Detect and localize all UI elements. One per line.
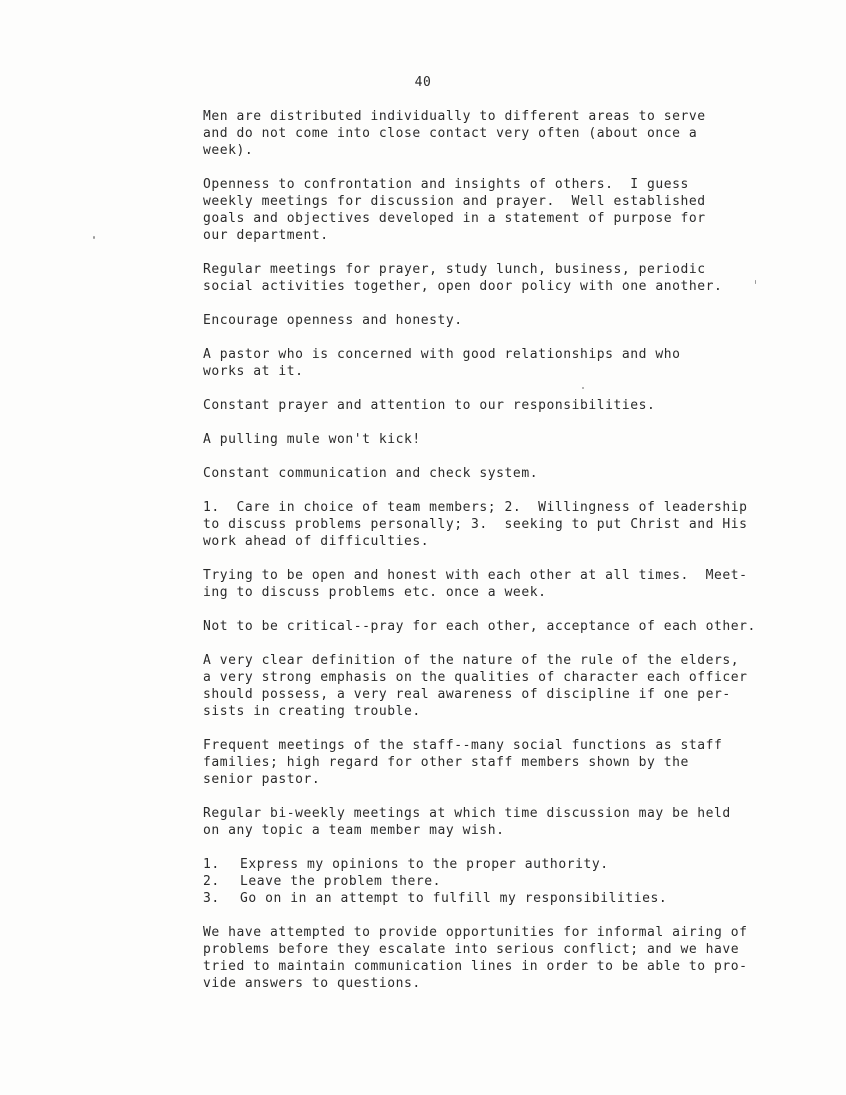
text-line: Trying to be open and honest with each other at all times. Meet- bbox=[203, 568, 748, 583]
text-line: and do not come into close contact very often (about once a bbox=[203, 126, 698, 141]
response-paragraph bbox=[203, 652, 803, 720]
text-line: vide answers to questions. bbox=[203, 976, 421, 991]
text-line: We have attempted to provide opportunities for informal airing of bbox=[203, 925, 748, 940]
response-paragraph bbox=[203, 618, 803, 635]
response-paragraph bbox=[203, 312, 803, 329]
list-item bbox=[203, 856, 803, 873]
text-line: works at it. bbox=[203, 364, 304, 379]
text-line: Regular bi-weekly meetings at which time discussion may be held bbox=[203, 806, 731, 821]
text-line: tried to maintain communication lines in order to be able to pro- bbox=[203, 959, 748, 974]
list-item-text: Leave the problem there. bbox=[240, 874, 442, 889]
response-paragraph bbox=[203, 465, 803, 482]
text-line: weekly meetings for discussion and prayer. Well established bbox=[203, 194, 706, 209]
text-line: our department. bbox=[203, 228, 329, 243]
response-paragraph bbox=[203, 431, 803, 448]
scan-speck bbox=[755, 280, 756, 284]
text-line: 1. Care in choice of team members; 2. Willingness of leadership bbox=[203, 500, 748, 515]
response-paragraph bbox=[203, 567, 803, 601]
text-line: work ahead of difficulties. bbox=[203, 534, 430, 549]
list-item bbox=[203, 873, 803, 890]
text-line: Constant communication and check system. bbox=[203, 466, 539, 481]
closing-paragraph bbox=[203, 924, 803, 992]
text-line: goals and objectives developed in a statement of purpose for bbox=[203, 211, 706, 226]
text-line: week). bbox=[203, 143, 254, 158]
response-paragraph bbox=[203, 499, 803, 550]
scan-speck bbox=[582, 387, 584, 389]
text-line: problems before they escalate into serious conflict; and we have bbox=[203, 942, 740, 957]
list-item-number: 2. bbox=[203, 874, 220, 889]
text-line: sists in creating trouble. bbox=[203, 704, 421, 719]
scan-speck bbox=[93, 236, 95, 239]
text-line: a very strong emphasis on the qualities of character each officer bbox=[203, 670, 748, 685]
text-line: A pulling mule won't kick! bbox=[203, 432, 421, 447]
page-number: 40 bbox=[414, 75, 432, 90]
text-line: Not to be critical--pray for each other, acceptance of each other. bbox=[203, 619, 756, 634]
text-line: senior pastor. bbox=[203, 772, 321, 787]
response-paragraph bbox=[203, 176, 803, 244]
text-line: to discuss problems personally; 3. seeking to put Christ and His bbox=[203, 517, 748, 532]
list-item-text: Go on in an attempt to fulfill my responsibilities. bbox=[240, 891, 668, 906]
list-item-number: 1. bbox=[203, 857, 220, 872]
text-line: Men are distributed individually to different areas to serve bbox=[203, 109, 706, 124]
response-paragraph bbox=[203, 397, 803, 414]
text-line: Frequent meetings of the staff--many social functions as staff bbox=[203, 738, 723, 753]
response-paragraph bbox=[203, 346, 803, 380]
text-line: Encourage openness and honesty. bbox=[203, 313, 463, 328]
numbered-list bbox=[203, 856, 803, 907]
list-item-text: Express my opinions to the proper authority. bbox=[240, 857, 609, 872]
text-line: A very clear definition of the nature of the rule of the elders, bbox=[203, 653, 740, 668]
response-paragraph bbox=[203, 737, 803, 788]
response-paragraph bbox=[203, 261, 803, 295]
text-line: social activities together, open door policy with one another. bbox=[203, 279, 723, 294]
text-line: Constant prayer and attention to our responsibilities. bbox=[203, 398, 656, 413]
list-item bbox=[203, 890, 803, 907]
text-line: ing to discuss problems etc. once a week. bbox=[203, 585, 547, 600]
list-item-number: 3. bbox=[203, 891, 220, 906]
document-body bbox=[203, 108, 803, 1009]
text-line: A pastor who is concerned with good relationships and who bbox=[203, 347, 681, 362]
response-paragraph bbox=[203, 805, 803, 839]
response-paragraph bbox=[203, 108, 803, 159]
text-line: Regular meetings for prayer, study lunch, business, periodic bbox=[203, 262, 706, 277]
text-line: on any topic a team member may wish. bbox=[203, 823, 505, 838]
text-line: should possess, a very real awareness of discipline if one per- bbox=[203, 687, 731, 702]
text-line: families; high regard for other staff members shown by the bbox=[203, 755, 689, 770]
text-line: Openness to confrontation and insights of others. I guess bbox=[203, 177, 689, 192]
